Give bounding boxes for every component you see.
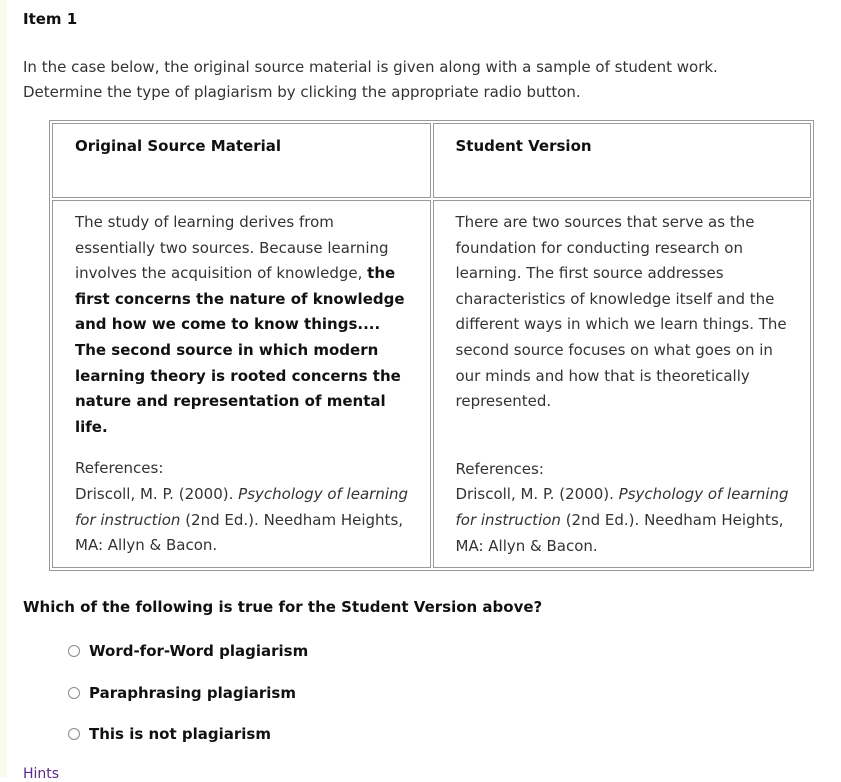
student-references — [456, 457, 791, 559]
ref-edition: (2nd Ed.). — [565, 510, 640, 529]
references-label: References: — [455, 459, 544, 478]
radio-button[interactable] — [68, 687, 80, 699]
references-label: References: — [75, 459, 164, 478]
student-version-header: Student Version — [433, 123, 812, 198]
student-version-text: There are two sources that serve as the foundation for conducting research on learning. The first source addresses characteristics of knowledge itself and the different ways in which we learn things. The second source focuses on what goes on in our minds and how that is theoretically represented. — [455, 213, 787, 411]
ref-publisher: Needham Heights, MA: Allyn & Bacon. — [75, 510, 404, 555]
instructions-line-1: In the case below, the original source material is given along with a sample of student work. — [23, 58, 718, 76]
hints-link[interactable]: Hints — [23, 766, 60, 782]
original-source-text — [75, 210, 410, 440]
ref-author: Driscoll, M. P. (2000). — [75, 484, 234, 503]
student-version-cell — [433, 200, 812, 568]
question-text: Which of the following is true for the Student Version above? — [23, 598, 543, 616]
comparison-table — [49, 120, 814, 571]
original-source-cell — [52, 200, 431, 568]
ref-author: Driscoll, M. P. (2000). — [455, 485, 614, 504]
option-word-for-word[interactable] — [66, 638, 308, 664]
table-content-row — [52, 200, 811, 568]
answer-options — [66, 638, 308, 763]
option-not-plagiarism[interactable] — [66, 721, 308, 747]
instructions-line-2: Determine the type of plagiarism by clicking the appropriate radio button. — [23, 83, 581, 101]
radio-button[interactable] — [68, 728, 80, 740]
ref-edition: (2nd Ed.). — [185, 510, 259, 529]
option-label[interactable]: This is not plagiarism — [89, 725, 271, 743]
original-references — [75, 456, 410, 558]
instructions — [23, 55, 823, 105]
option-label[interactable]: Word-for-Word plagiarism — [89, 642, 309, 660]
option-paraphrasing[interactable] — [66, 680, 308, 706]
ref-title: Psychology of learning for instruction — [455, 485, 789, 529]
original-source-header: Original Source Material — [52, 123, 431, 198]
original-text-bold: the first concerns the nature of knowledge and how we come to know things.... The second source in which modern learning theory is rooted concerns the nature and representation of mental life. — [75, 264, 405, 436]
table-header-row — [52, 123, 811, 198]
left-margin-strip — [0, 0, 7, 777]
ref-title: Psychology of learning for instruction — [75, 484, 409, 529]
item-title: Item 1 — [23, 10, 78, 28]
ref-publisher: Needham Heights, MA: Allyn & Bacon. — [455, 510, 784, 555]
original-text-intro: The study of learning derives from essentially two sources. Because learning involves the acquisition of knowledge, — [75, 213, 389, 283]
option-label[interactable]: Paraphrasing plagiarism — [89, 683, 296, 702]
radio-button[interactable] — [68, 645, 80, 657]
